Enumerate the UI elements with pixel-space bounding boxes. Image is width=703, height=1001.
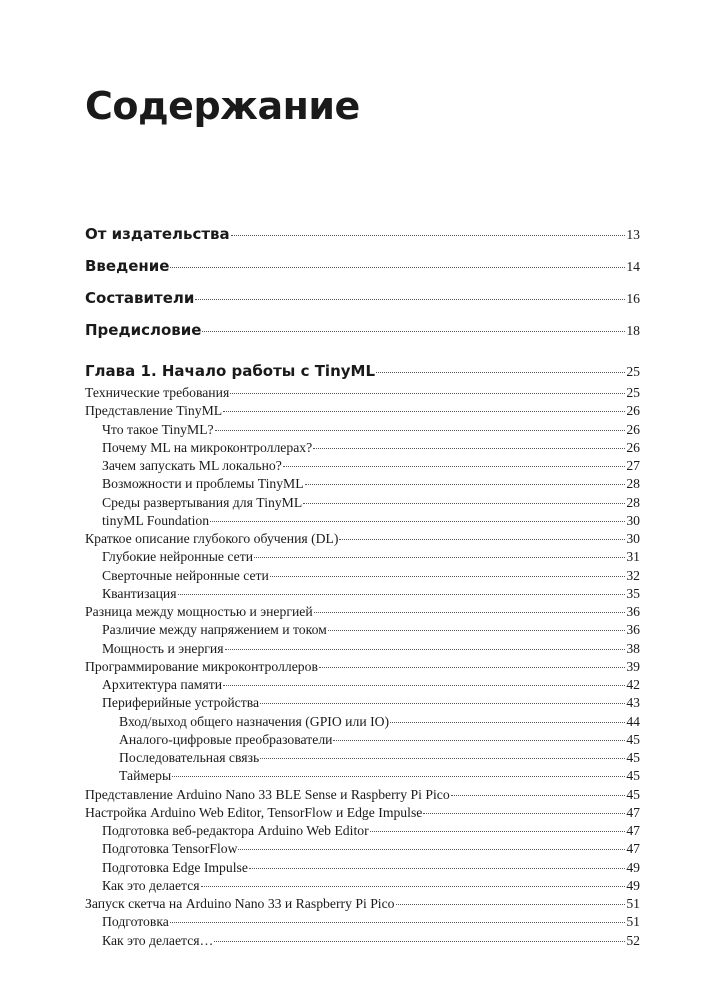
toc-entry[interactable] <box>85 548 640 566</box>
toc-entry[interactable] <box>85 530 640 548</box>
dot-leader <box>303 503 625 504</box>
dot-leader <box>230 393 625 394</box>
toc-entry-label: Программирование микроконтроллеров <box>85 658 318 674</box>
toc-entry-label: Глубокие нейронные сети <box>102 549 254 565</box>
dot-leader <box>178 594 625 595</box>
toc-entry-label: Технические требования <box>85 385 230 400</box>
toc-page-number: 26 <box>626 439 640 455</box>
toc-entry-label: Запуск скетча на Arduino Nano 33 и Raspberry Pi Pico <box>85 896 395 911</box>
toc-entry[interactable] <box>85 767 640 785</box>
toc-front-entry[interactable] <box>85 282 640 314</box>
dot-leader <box>170 267 625 268</box>
toc-entry-label: Зачем запускать ML локально? <box>102 458 282 473</box>
toc-entry[interactable] <box>85 457 640 475</box>
toc-entry[interactable] <box>85 786 640 804</box>
toc-entry[interactable] <box>85 694 640 712</box>
dot-leader <box>314 612 625 613</box>
dot-leader <box>390 722 625 723</box>
toc-page-number: 36 <box>626 622 640 638</box>
toc-page-number: 30 <box>626 531 640 546</box>
dot-leader <box>214 941 625 942</box>
dot-leader <box>231 235 625 236</box>
toc-page-number: 47 <box>626 823 640 838</box>
chapter-title: Глава 1. Начало работы с TinyML <box>85 362 376 380</box>
toc-entry[interactable] <box>85 913 640 931</box>
toc-entry-label: Что такое TinyML? <box>102 421 214 437</box>
toc-entry-label: Представление Arduino Nano 33 BLE Sense и Raspberry Pi Pico <box>85 786 450 802</box>
toc-entry[interactable] <box>85 877 640 895</box>
dot-leader <box>202 331 625 332</box>
dot-leader <box>313 448 625 449</box>
toc-entry-label: Как это делается <box>102 877 200 893</box>
toc-entry[interactable] <box>85 439 640 457</box>
toc-entry[interactable] <box>85 749 640 767</box>
page-title: Содержание <box>85 84 360 128</box>
toc-entry[interactable] <box>85 731 640 749</box>
toc-page-number: 28 <box>626 494 640 510</box>
toc-page-number: 45 <box>626 731 640 747</box>
toc-entry-label: Квантизация <box>102 585 177 601</box>
toc-page-number: 26 <box>626 421 640 437</box>
toc-entry-label: Таймеры <box>119 768 172 784</box>
toc-entry-label: Представление TinyML <box>85 403 223 419</box>
dot-leader <box>210 521 625 522</box>
toc-entry-label: Разница между мощностью и энергией <box>85 604 313 619</box>
toc-entry[interactable] <box>85 512 640 530</box>
toc-entry[interactable] <box>85 421 640 439</box>
toc-page-number: 43 <box>626 695 640 711</box>
toc-entry-label: Сверточные нейронные сети <box>102 567 269 583</box>
toc-entry-label: От издательства <box>85 225 230 243</box>
toc-entry-label: Подготовка Edge Impulse <box>102 859 248 875</box>
toc-page-number: 47 <box>626 804 640 820</box>
toc-entry-label: Мощность и энергия <box>102 640 224 656</box>
toc-entry-label: tinyML Foundation <box>102 512 210 528</box>
dot-leader <box>260 758 625 759</box>
dot-leader <box>223 685 625 686</box>
toc-page-number: 18 <box>626 323 640 338</box>
toc-entry-label: Различие между напряжением и током <box>102 622 327 638</box>
toc-page-number: 44 <box>626 713 640 729</box>
toc-entry[interactable] <box>85 585 640 603</box>
toc-page-number: 45 <box>626 786 640 802</box>
toc-page-number: 36 <box>626 604 640 619</box>
toc-front-entry[interactable] <box>85 218 640 250</box>
toc-entry-label: Краткое описание глубокого обучения (DL) <box>85 531 339 546</box>
dot-leader <box>333 740 625 741</box>
toc-page-number: 51 <box>626 914 640 930</box>
toc-page-number: 51 <box>626 896 640 911</box>
toc-entry[interactable] <box>85 475 640 493</box>
dot-leader <box>215 430 625 431</box>
toc-entry[interactable] <box>85 859 640 877</box>
toc-entry[interactable] <box>85 932 640 950</box>
dot-leader <box>201 886 625 887</box>
toc-entry-label: Подготовка веб-редактора Arduino Web Editor <box>102 823 369 838</box>
toc-entry[interactable] <box>85 658 640 676</box>
dot-leader <box>225 649 625 650</box>
toc-entry-label: Последовательная связь <box>119 750 260 765</box>
dot-leader <box>339 539 625 540</box>
dot-leader <box>270 576 625 577</box>
toc-page-number: 39 <box>626 658 640 674</box>
dot-leader <box>249 868 625 869</box>
toc-entry[interactable] <box>85 567 640 585</box>
toc-entry[interactable] <box>85 713 640 731</box>
toc-page-number: 32 <box>626 567 640 583</box>
dot-leader <box>172 776 625 777</box>
dot-leader <box>260 703 625 704</box>
dot-leader <box>170 922 625 923</box>
toc-entry[interactable] <box>85 895 640 913</box>
dot-leader <box>328 630 625 631</box>
toc-page-number: 45 <box>626 768 640 784</box>
toc-page-number: 49 <box>626 877 640 893</box>
toc-entry[interactable] <box>85 840 640 858</box>
toc-page-number: 16 <box>626 291 640 306</box>
toc-page-number: 38 <box>626 640 640 656</box>
toc-entry[interactable] <box>85 603 640 621</box>
toc-page-number: 26 <box>626 403 640 419</box>
toc-entry-label: Почему ML на микроконтроллерах? <box>102 439 313 455</box>
toc-entry[interactable] <box>85 494 640 512</box>
toc-entry-label: Составители <box>85 289 195 307</box>
dot-leader <box>223 411 625 412</box>
toc-entry-label: Настройка Arduino Web Editor, TensorFlow и Edge Impulse <box>85 804 423 820</box>
toc-page-number: 27 <box>626 458 640 473</box>
toc-entry-label: Вход/выход общего назначения (GPIO или IO) <box>119 713 390 729</box>
dot-leader <box>376 372 625 373</box>
dot-leader <box>319 667 625 668</box>
toc-page-number: 45 <box>626 750 640 765</box>
dot-leader <box>195 299 625 300</box>
toc-entry-label: Периферийные устройства <box>102 695 260 711</box>
toc-page-number: 13 <box>626 227 640 242</box>
toc-page-number: 31 <box>626 549 640 565</box>
toc-page-number: 47 <box>626 841 640 857</box>
dot-leader <box>238 849 625 850</box>
toc-page-number: 25 <box>626 385 640 400</box>
toc-page-number: 52 <box>626 932 640 948</box>
toc-entry-label: Среды развертывания для TinyML <box>102 494 303 510</box>
toc-entry[interactable] <box>85 640 640 658</box>
dot-leader <box>423 813 625 814</box>
toc-page-number: 14 <box>626 259 640 274</box>
dot-leader <box>396 904 625 905</box>
toc-chapter-entry[interactable] <box>85 346 640 388</box>
toc-page-number: 30 <box>626 512 640 528</box>
toc-entry-label: Возможности и проблемы TinyML <box>102 476 304 492</box>
toc-page-number: 49 <box>626 859 640 875</box>
dot-leader <box>370 831 625 832</box>
toc-entry-label: Аналого-цифровые преобразователи <box>119 731 333 747</box>
toc-entry[interactable] <box>85 676 640 694</box>
dot-leader <box>254 557 625 558</box>
toc-entry-label: Введение <box>85 257 170 275</box>
toc-page-number: 35 <box>626 585 640 601</box>
toc-entry-label: Подготовка <box>102 914 169 930</box>
toc-entry-label: Подготовка TensorFlow <box>102 841 238 857</box>
table-of-contents <box>85 218 640 950</box>
toc-entry[interactable] <box>85 822 640 840</box>
toc-entry[interactable] <box>85 804 640 822</box>
toc-entry-label: Предисловие <box>85 321 202 339</box>
toc-entry[interactable] <box>85 621 640 639</box>
dot-leader <box>305 484 625 485</box>
toc-entry[interactable] <box>85 402 640 420</box>
toc-page-number: 42 <box>626 677 640 692</box>
dot-leader <box>283 466 625 467</box>
toc-page-number: 28 <box>626 476 640 492</box>
dot-leader <box>451 795 625 796</box>
toc-entry-label: Как это делается… <box>102 932 214 948</box>
toc-front-entry[interactable] <box>85 250 640 282</box>
toc-page-number: 25 <box>626 364 640 379</box>
toc-entry-label: Архитектура памяти <box>102 677 223 692</box>
toc-front-entry[interactable] <box>85 314 640 346</box>
